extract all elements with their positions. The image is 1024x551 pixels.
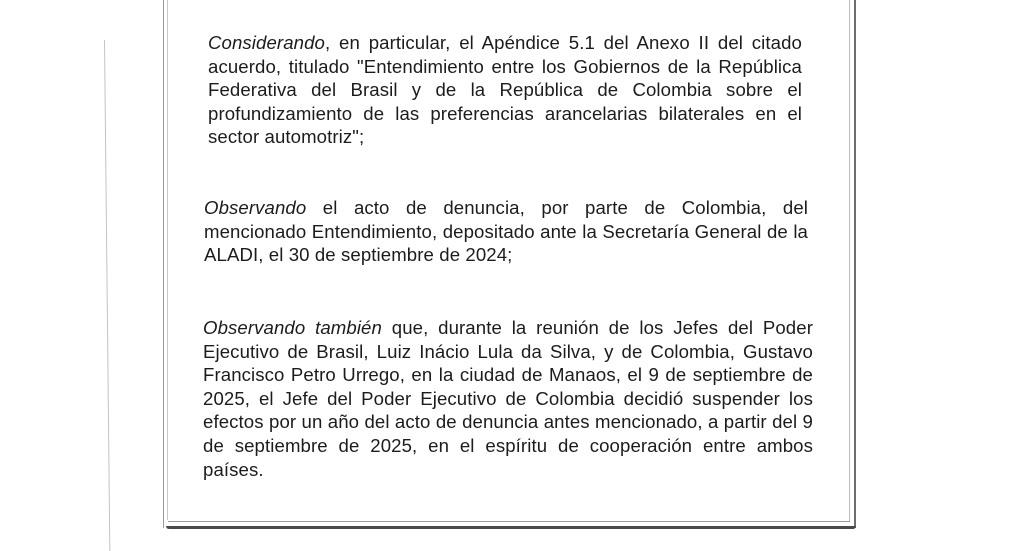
paragraph-body: , en particular, el Apéndice 5.1 del Anexo II del citado acuerdo, titulado "Entendimiento entre los Gobiernos de la República Federativa del Brasil y de la República de Colombia sobre el profundizamiento de las preferencias arancelarias bilaterales en el sector automotriz"; [208, 32, 802, 148]
paragraph-lead-word: Observando [204, 197, 307, 218]
page-fold-line [104, 40, 110, 551]
document-frame-bottom-inner-border [168, 521, 850, 522]
paragraph-body: que, durante la reunión de los Jefes del Poder Ejecutivo de Brasil, Luiz Inácio Lula da Silva, y de Colombia, Gustavo Francisco Petro Urrego, en la ciudad de Manaos, el 9 de septiembre de 2025, el Jefe del Poder Ejecutivo de Colombia decidió suspender los efectos por un año del acto de denuncia antes mencionado, a partir del 9 de septiembre de 2025, en el espíritu de cooperación entre ambos países. [203, 317, 813, 480]
document-frame-left-inner-border [167, 0, 168, 520]
paragraph-observando-tambien [203, 316, 813, 481]
paragraph-body: el acto de denuncia, por parte de Colombia, del mencionado Entendimiento, depositado ante la Secretaría General de la ALADI, el 30 de septiembre de 2024; [204, 197, 808, 266]
paragraph-lead-word: Observando también [203, 317, 382, 338]
document-frame-bottom-border [166, 526, 856, 529]
paragraph-observando [204, 196, 808, 267]
paragraph-considerando [208, 31, 802, 149]
document-frame-left-border [163, 0, 164, 528]
document-frame-right-border [854, 0, 856, 528]
document-frame-right-inner-border [849, 0, 850, 522]
paragraph-lead-word: Considerando [208, 32, 325, 53]
